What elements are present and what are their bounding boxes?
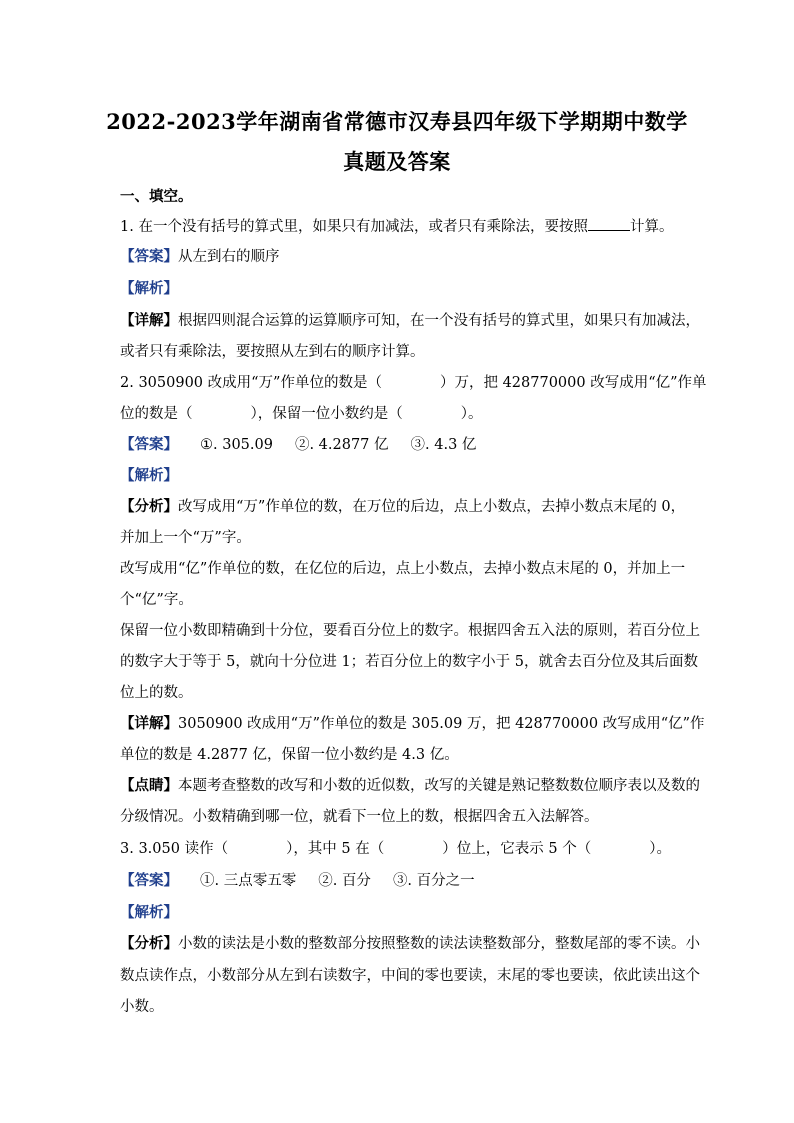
question-3-fenxi-line1 <box>120 934 700 954</box>
question-1-stem-b: 计算。 <box>629 219 674 235</box>
question-2-stem-line2: 位的数是（ ），保留一位小数约是（ ）。 <box>120 406 483 422</box>
question-3-answer-1: ①. 三点零五零 <box>200 873 297 889</box>
question-3-answer-2: ②. 百分 <box>318 873 371 889</box>
analysis-tag: 【解析】 <box>120 904 178 921</box>
question-2-fenxi-line4: 个“亿”字。 <box>120 592 193 608</box>
question-1-detail-text1: 根据四则混合运算的运算顺序可知，在一个没有括号的算式里，如果只有加减法， <box>178 313 700 329</box>
question-3-fenxi-line2: 数点读作点，小数部分从左到右读数字，中间的零也要读，末尾的零也要读，依此读出这个 <box>120 968 700 984</box>
question-2-answer <box>120 435 476 455</box>
question-2-detail-line2: 单位的数是 4.2877 亿，保留一位小数约是 4.3 亿。 <box>120 747 459 763</box>
question-2-fenxi-line5: 保留一位小数即精确到十分位，要看百分位上的数字。根据四舍五入法的原则，若百分位上 <box>120 623 700 639</box>
detail-tag: 【详解】 <box>120 312 178 329</box>
question-2-dianjing-line2: 分级情况。小数精确到哪一位，就看下一位上的数，根据四舍五入法解答。 <box>120 809 599 825</box>
fenxi-tag: 【分析】 <box>120 935 178 952</box>
answer-tag: 【答案】 <box>120 872 178 889</box>
question-2-fenxi-line7: 位上的数。 <box>120 685 193 701</box>
question-2-fenxi-line1 <box>120 497 685 517</box>
question-3-answer-3: ③. 百分之一 <box>392 873 475 889</box>
question-2-fenxi-line3: 改写成用“亿”作单位的数，在亿位的后边，点上小数点，去掉小数点末尾的 0，并加上一 <box>120 561 686 577</box>
question-2-stem-line1: 2. 3050900 改成用“万”作单位的数是（ ）万，把 428770000 改写成用“亿”作单 <box>120 375 707 391</box>
question-3-fenxi-text1: 小数的读法是小数的整数部分按照整数的读法读整数部分，整数尾部的零不读。小 <box>178 936 700 952</box>
question-2-dianjing-line1 <box>120 776 700 796</box>
question-1-detail-line2: 或者只有乘除法，要按照从左到右的顺序计算。 <box>120 344 425 360</box>
document-title-line2: 真题及答案 <box>343 149 451 174</box>
answer-blank <box>588 216 630 231</box>
analysis-tag: 【解析】 <box>120 280 178 297</box>
question-2-fenxi-line2: 并加上一个“万”字。 <box>120 530 251 546</box>
detail-tag: 【详解】 <box>120 715 178 732</box>
question-2-dianjing-text1: 本题考查整数的改写和小数的近似数，改写的关键是熟记整数数位顺序表以及数的 <box>178 778 700 794</box>
answer-tag: 【答案】 <box>120 248 178 265</box>
question-2-fenxi-line6: 的数字大于等于 5，就向十分位进 1；若百分位上的数字小于 5，就舍去百分位及其后面数 <box>120 654 698 670</box>
question-3-fenxi-line3: 小数。 <box>120 999 164 1015</box>
question-1-stem <box>120 216 673 237</box>
fenxi-tag: 【分析】 <box>120 498 178 515</box>
question-1-analysis-tag <box>120 279 178 299</box>
answer-tag: 【答案】 <box>120 436 178 453</box>
section-heading-fill-blank: 一、填空。 <box>120 188 193 205</box>
question-2-answer-2: ②. 4.2877 亿 <box>294 437 389 453</box>
question-1-answer <box>120 247 280 267</box>
analysis-tag: 【解析】 <box>120 467 178 484</box>
question-2-detail-text1: 3050900 改成用“万”作单位的数是 305.09 万，把 428770000 改写成用“亿”作 <box>178 716 705 732</box>
question-1-answer-text: 从左到右的顺序 <box>178 249 280 265</box>
dianjing-tag: 【点睛】 <box>120 777 178 794</box>
question-3-answer <box>120 871 475 891</box>
question-1-stem-a: 1. 在一个没有括号的算式里，如果只有加减法，或者只有乘除法，要按照 <box>120 219 588 235</box>
question-2-answer-1: ①. 305.09 <box>200 437 273 453</box>
question-2-answer-3: ③. 4.3 亿 <box>410 437 477 453</box>
question-3-analysis-tag <box>120 903 178 923</box>
question-2-fenxi-text1: 改写成用“万”作单位的数，在万位的后边，点上小数点，去掉小数点末尾的 0， <box>178 499 686 515</box>
question-2-analysis-tag <box>120 466 178 486</box>
question-3-stem: 3. 3.050 读作（ ），其中 5 在（ ）位上，它表示 5 个（ ）。 <box>120 841 671 857</box>
question-1-detail-line1 <box>120 311 700 331</box>
question-2-detail-line1 <box>120 714 705 734</box>
document-title-line1: 2022-2023学年湖南省常德市汉寿县四年级下学期期中数学 <box>106 109 688 134</box>
